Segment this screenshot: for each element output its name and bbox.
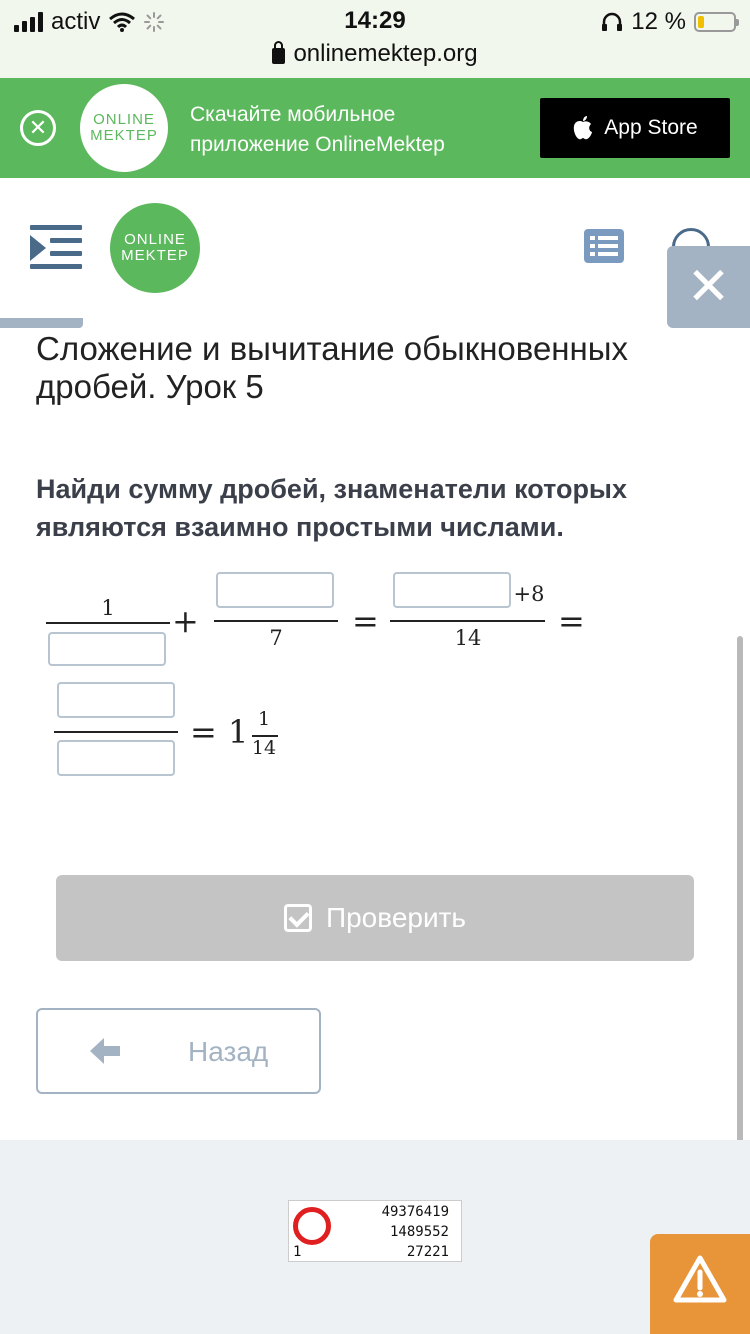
fraction3-bar — [390, 620, 545, 622]
fraction4-denominator-input[interactable] — [57, 740, 175, 776]
address-bar[interactable] — [0, 40, 750, 68]
counter-corner: 1 — [293, 1244, 302, 1260]
close-circle-icon: ✕ — [28, 115, 48, 140]
site-logo-line1: ONLINE — [124, 231, 186, 248]
lock-icon — [272, 48, 285, 64]
equals-sign-3: = — [190, 713, 217, 751]
clock: 14:29 — [344, 7, 406, 34]
fraction2-numerator-input[interactable] — [216, 572, 334, 608]
counter-line2: 1489552 — [389, 1224, 449, 1240]
fraction4-numerator-input[interactable] — [57, 682, 175, 718]
counter-logo-icon — [293, 1207, 331, 1245]
counter-line3: 27221 — [406, 1244, 449, 1260]
result-whole: 1 — [228, 713, 249, 751]
carrier-label: activ — [51, 8, 101, 35]
status-right — [601, 8, 736, 36]
fraction2-denominator: 7 — [269, 626, 283, 650]
site-logo[interactable] — [110, 203, 200, 293]
battery-percent: 12 % — [631, 8, 686, 35]
check-button-label: Проверить — [325, 902, 467, 933]
fraction1-numerator: 1 — [101, 596, 115, 620]
site-header — [0, 178, 750, 328]
visit-counter[interactable] — [288, 1200, 462, 1262]
equals-sign-2: = — [558, 602, 585, 640]
list-icon[interactable] — [584, 229, 624, 263]
app-store-label: App Store — [604, 116, 698, 139]
apple-icon — [572, 115, 594, 141]
banner-text-line1: Скачайте мобильное — [190, 103, 396, 126]
fraction4-bar — [54, 731, 178, 733]
counter-line1: 49376419 — [381, 1204, 449, 1220]
banner-logo — [80, 84, 168, 172]
fraction2-bar — [214, 620, 338, 622]
banner-text — [190, 100, 445, 160]
check-button[interactable] — [56, 875, 694, 961]
banner-text-line2: приложение OnlineMektep — [190, 133, 445, 156]
url-text: onlinemektep.org — [293, 40, 478, 67]
close-panel-button[interactable] — [667, 246, 750, 328]
site-logo-line2: MEKTEP — [121, 247, 189, 264]
headphones-icon — [601, 12, 623, 32]
close-banner-button[interactable] — [20, 110, 56, 146]
app-download-banner — [0, 78, 750, 178]
tab-indicator — [0, 318, 83, 328]
back-button-label: Назад — [188, 1036, 269, 1067]
task-text: Найди сумму дробей, знаменатели которых являются взаимно простыми числами. — [36, 474, 628, 542]
warning-button[interactable] — [650, 1234, 750, 1334]
battery-icon — [694, 12, 736, 32]
equals-sign-1: = — [352, 602, 379, 640]
fraction3-denominator: 14 — [454, 626, 482, 650]
fraction3-numerator-suffix: +8 — [513, 582, 545, 606]
fraction1-bar — [46, 622, 170, 624]
fraction1-denominator-input[interactable] — [48, 632, 166, 666]
warning-icon — [650, 1234, 750, 1334]
result-denominator: 14 — [251, 737, 277, 759]
checkbox-icon — [284, 904, 312, 932]
menu-indent-icon[interactable] — [30, 225, 82, 271]
result-numerator: 1 — [257, 708, 271, 730]
arrow-left-icon — [90, 1038, 120, 1064]
lesson-title: Сложение и вычитание обыкновенных дробей. Урок 5 — [36, 330, 628, 405]
status-bar — [0, 0, 750, 78]
close-icon: ✕ — [686, 258, 731, 316]
fraction3-numerator-input[interactable] — [393, 572, 511, 608]
plus-sign: + — [172, 602, 199, 640]
app-store-button[interactable] — [540, 98, 730, 158]
back-button[interactable] — [36, 1008, 321, 1094]
banner-logo-line1: ONLINE — [93, 111, 155, 128]
banner-logo-line2: MEKTEP — [90, 127, 158, 144]
